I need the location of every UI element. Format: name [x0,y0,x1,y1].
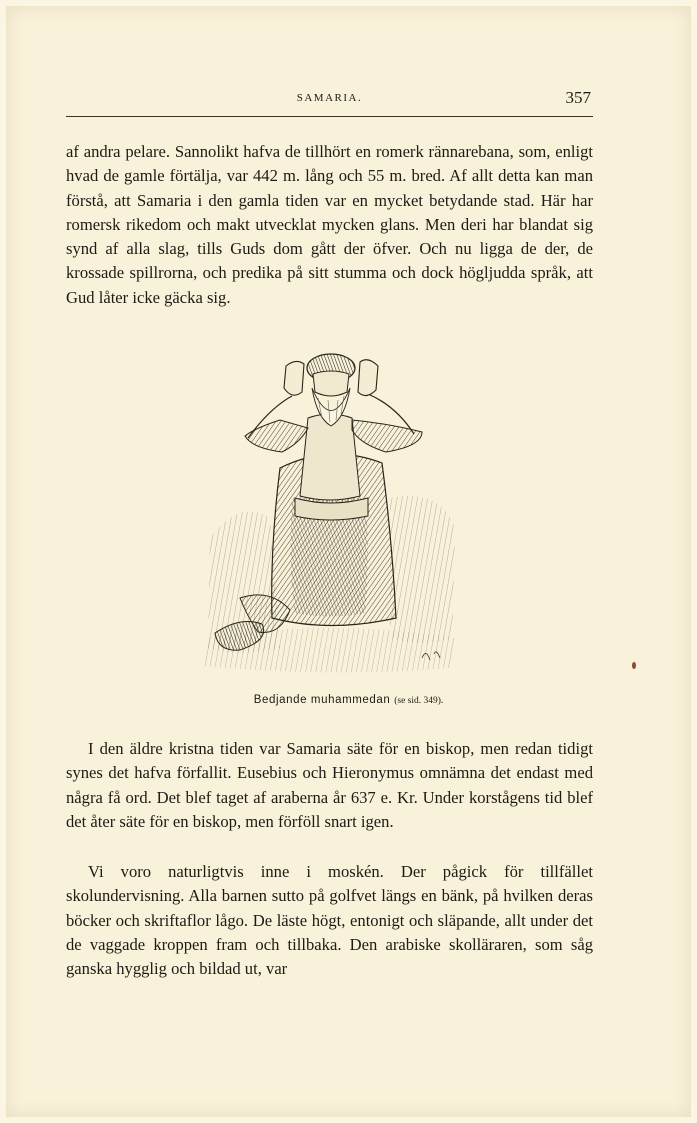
paragraph-2: I den äldre kristna tiden var Samaria säte för en biskop, men redan tidigt synes det hafva förfallit. Eusebius och Hieronymus omnämna det endast med några få ord. Det blef taget af araberna år 637 e. Kr. Under korstågens tid blef det åter säte för en biskop, men förföll snart igen. [66,739,593,831]
figure-caption [0,694,697,706]
illustration-praying-man [200,348,458,680]
running-head: SAMARIA. [296,92,363,104]
page-header [66,88,593,117]
caption-title: Bedjande muhammedan [253,694,391,706]
paper-speck [632,662,636,669]
page-number: 357 [565,88,591,107]
paragraph-3: Vi voro naturligtvis inne i moskén. Der pågick för tillfället skolundervisning. Alla barnen sutto på golfvet längs en bänk, på hvilken deras böcker och skriftaflor lågo. De läste högt, entonigt och släpande, allt under det de vaggade kroppen fram och tillbaka. Den arabiske skolläraren, som såg ganska hygglig och bildad ut, var [66,862,593,979]
paragraph-1: af andra pelare. Sannolikt hafva de tillhört en romerk rännarebana, som, enligt hvad de gamle förtälja, var 442 m. lång och 55 m. bred. Af allt detta kan man förstå, att Samaria i den gamla tiden var en mycket betydande stad. Här har romersk rikedom och makt utvecklat mycken glans. Men deri har blandat sig synd af alla slag, tills Guds dom gått der öfver. Och nu ligga de der, de krossade spillrorna, och predika på sitt stumma och dock högljudda språk, att Gud låter icke gäcka sig. [66,142,593,307]
caption-reference: (se sid. 349). [394,696,444,706]
engraving-illustration [200,348,458,680]
